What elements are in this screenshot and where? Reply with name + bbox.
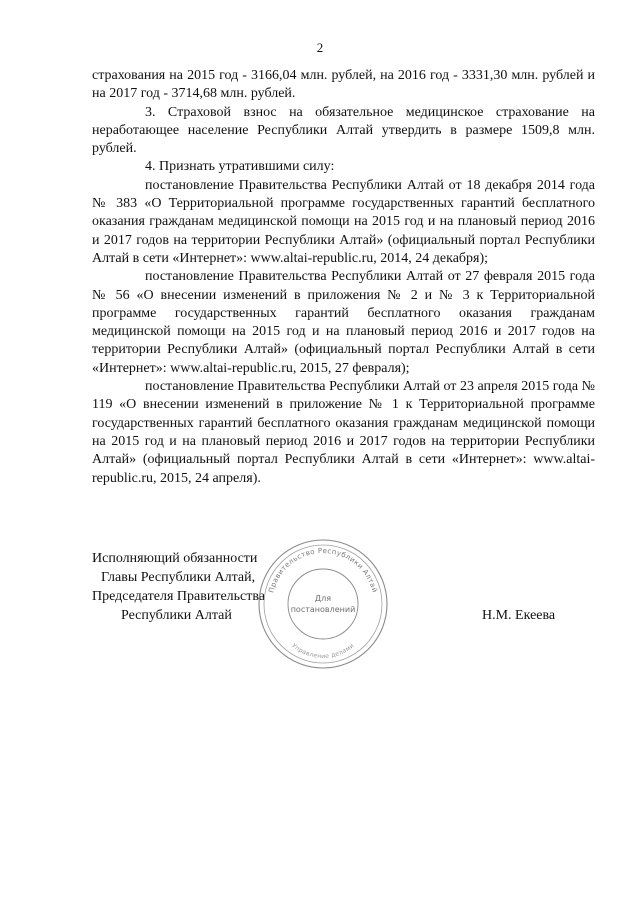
page-number: 2 bbox=[316, 40, 324, 55]
repealed-act-2: постановление Правительства Республики Алтай от 27 февраля 2015 года № 56 «О внесении изменений в приложения № 2 и № 3 к Территориальной программе государственных гарантий бесплатного оказания гражданам медицинской помощи на 2015 год и на плановый период 2016 и 2017 годов на территории Республики Алтай» (официальный портал Республики Алтай в сети «Интернет»: www.altai-republic.ru, 2015, 27 февраля); bbox=[92, 269, 595, 376]
svg-text:Управление делами: Управление делами bbox=[290, 642, 356, 661]
paragraph-continuation: страхования на 2015 год - 3166,04 млн. рублей, на 2016 год - 3331,30 млн. рублей и на 2017 год - 3714,68 млн. рублей. bbox=[92, 68, 595, 102]
signatory-name: Н.М. Екеева bbox=[482, 608, 556, 623]
signatory-title-line-1: Исполняющий обязанности bbox=[92, 551, 258, 566]
paragraph-item-4: 4. Признать утратившими силу: bbox=[145, 159, 335, 175]
svg-text:Правительство Республики Алтай: Правительство Республики Алтай bbox=[267, 546, 379, 594]
official-seal-stamp bbox=[256, 537, 390, 671]
svg-text:постановлений: постановлений bbox=[290, 605, 356, 614]
signatory-title-line-3: Председателя Правительства bbox=[92, 589, 266, 604]
repealed-act-1: постановление Правительства Республики Алтай от 18 декабря 2014 года № 383 «О Территориальной программе государственных гарантий бесплатного оказания гражданам медицинской помощи на 2015 год и на плановый период 2016 и 2017 годов на территории Республики Алтай» (официальный портал Республики Алтай в сети «Интернет»: www.altai-republic.ru, 2014, 24 декабря); bbox=[92, 177, 595, 266]
signatory-title-line-4: Республики Алтай bbox=[121, 608, 232, 623]
signatory-title-line-2: Главы Республики Алтай, bbox=[101, 570, 256, 585]
paragraph-item-3: 3. Страховой взнос на обязательное медицинское страхование на неработающее население Республики Алтай утвердить в размере 1509,8 млн. рублей. bbox=[92, 104, 595, 157]
document-body bbox=[92, 67, 595, 488]
repealed-act-3: постановление Правительства Республики Алтай от 23 апреля 2015 года № 119 «О внесении изменений в приложение № 1 к Территориальной программе государственных гарантий бесплатного оказания гражданам медицинской помощи на 2015 год и на плановый период 2016 и 2017 годов на территории Республики Алтай» (официальный портал Республики Алтай в сети «Интернет»: www.altai-republic.ru, 2015, 24 апреля). bbox=[92, 379, 595, 486]
svg-text:Для: Для bbox=[314, 594, 332, 603]
